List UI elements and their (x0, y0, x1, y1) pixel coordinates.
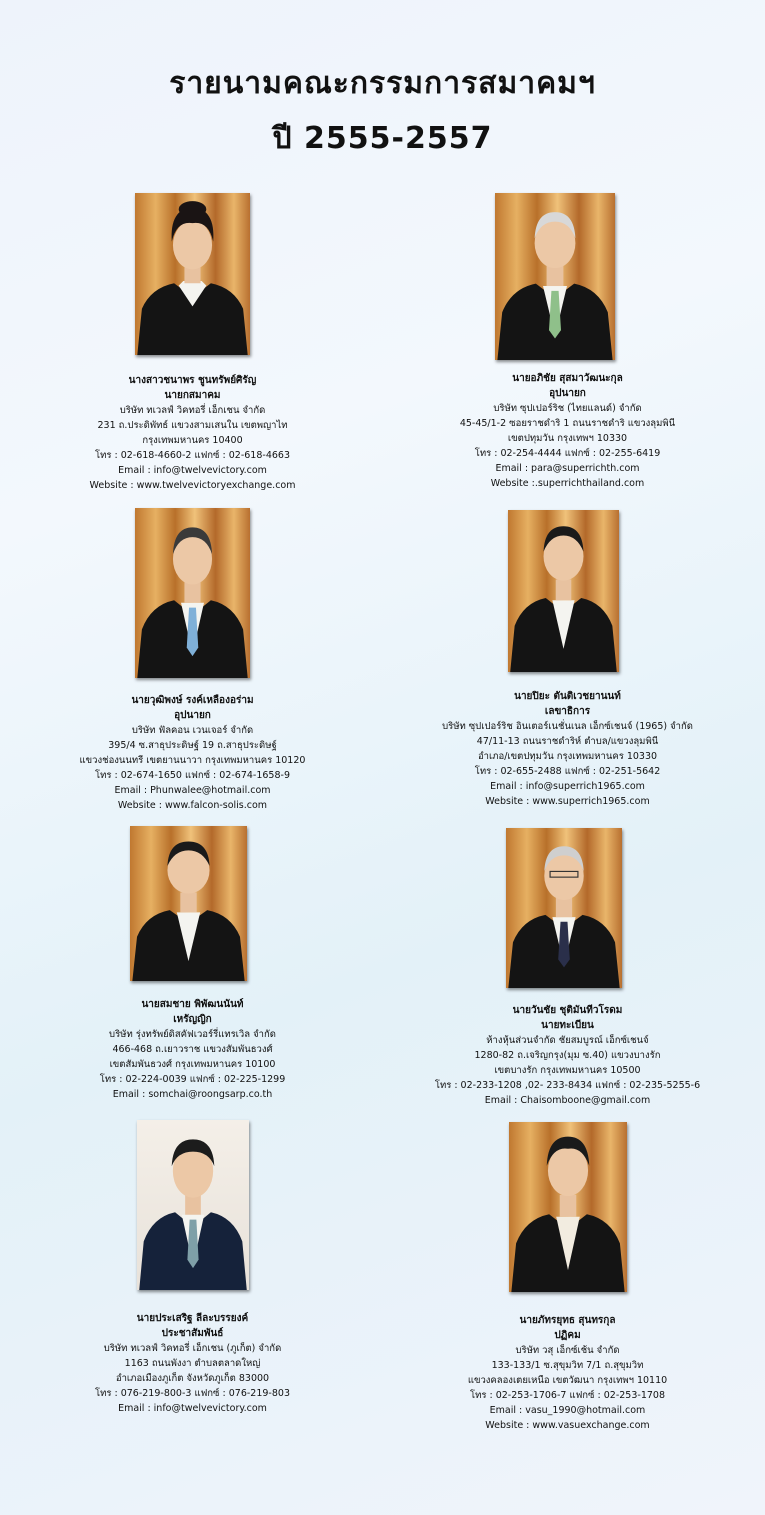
member-photo-1 (135, 193, 250, 355)
member-address-line2: เขตปทุมวัน กรุงเทพฯ 10330 (507, 433, 628, 444)
member-card-1 (30, 373, 355, 493)
member-company: บริษัท ทเวลฟ์ วิคทอรี่ เอ็กเชน จำกัด (119, 405, 266, 416)
member-name: นายสมชาย พิพัฒนนันท์ (141, 999, 244, 1010)
member-phone: โทร : 02-618-4660-2 แฟกซ์ : 02-618-4663 (95, 450, 290, 461)
member-company: ห้างหุ้นส่วนจำกัด ชัยสมบูรณ์ เอ็กซ์เชนจ์ (486, 1035, 649, 1046)
member-address-line1: 133-133/1 ซ.สุขุมวิท 7/1 ถ.สุขุมวิท (491, 1360, 644, 1371)
member-email: Email : Phunwalee@hotmail.com (114, 785, 271, 796)
member-card-6 (390, 1003, 745, 1108)
member-email: Email : info@twelvevictory.com (118, 1403, 267, 1414)
member-card-4 (395, 689, 740, 809)
member-role: เลขาธิการ (544, 706, 591, 717)
member-name: นายประเสริฐ ลีละบรรยงค์ (136, 1313, 249, 1324)
member-email: Email : somchai@roongsarp.co.th (112, 1089, 273, 1100)
member-phone: โทร : 02-674-1650 แฟกซ์ : 02-674-1658-9 (95, 770, 290, 781)
member-address-line1: 45-45/1-2 ซอยราชดำริ 1 ถนนราชดำริ แขวงลุมพินี (459, 418, 676, 429)
member-photo-8 (509, 1122, 627, 1292)
member-role: นายทะเบียน (541, 1020, 594, 1031)
member-address-line2: กรุงเทพมหานคร 10400 (142, 435, 243, 446)
page-title: รายนามคณะกรรมการสมาคมฯ (169, 66, 596, 101)
member-email: Email : para@superrichth.com (495, 463, 640, 474)
term-period: ปี 2555-2557 (272, 121, 493, 156)
member-role: ปฏิคม (554, 1330, 581, 1341)
member-company: บริษัท ทเวลฟ์ วิคทอรี่ เอ็กเชน (ภูเก็ต) จำกัด (103, 1343, 282, 1354)
member-phone: โทร : 02-254-4444 แฟกซ์ : 02-255-6419 (474, 448, 661, 459)
member-photo-4 (508, 510, 619, 672)
member-name: นายภัทรยุทธ สุนทรกุล (519, 1315, 616, 1326)
member-company: บริษัท รุ่งทรัพย์ดิสคัฟเวอร์รี่แทรเวิล จำกัด (109, 1029, 276, 1040)
member-address-line2: แขวงช่องนนทรี เขตยานนาวา กรุงเทพมหานคร 10120 (79, 755, 306, 766)
member-email: Email : info@superrich1965.com (490, 781, 645, 792)
member-role: ประชาสัมพันธ์ (161, 1328, 224, 1339)
member-company: บริษัท ซุปเปอร์ริช (ไทยแลนด์) จำกัด (493, 403, 642, 414)
member-email: Email : info@twelvevictory.com (118, 465, 267, 476)
member-name: นายอภิชัย สุสมาวัฒนะกุล (512, 373, 623, 384)
member-card-5 (20, 997, 365, 1102)
member-address-line2: อำเภอเมืองภูเก็ต จังหวัดภูเก็ต 83000 (115, 1373, 270, 1384)
member-photo-7 (137, 1120, 249, 1290)
member-company: บริษัท ฟัลคอน เวนเจอร์ จำกัด (131, 725, 254, 736)
member-phone: โทร : 02-253-1706-7 แฟกซ์ : 02-253-1708 (470, 1390, 665, 1401)
member-card-3 (20, 693, 365, 813)
member-address-line2: แขวงคลองเตยเหนือ เขตวัฒนา กรุงเทพฯ 10110 (467, 1375, 668, 1386)
member-address-line1: 231 ถ.ประดิพัทธ์ แขวงสามเสนใน เขตพญาไท (97, 420, 288, 431)
member-card-2 (390, 371, 745, 491)
member-email: Email : vasu_1990@hotmail.com (489, 1405, 646, 1416)
member-address-line1: 47/11-13 ถนนราชดำริห์ ตำบล/แขวงลุมพินี (476, 736, 659, 747)
member-role: นายกสมาคม (164, 390, 221, 401)
member-website: Website : www.superrich1965.com (485, 796, 650, 807)
member-address-line1: 466-468 ถ.เยาวราช แขวงสัมพันธวงศ์ (112, 1044, 273, 1055)
member-name: นายวันชัย ชุติมันทีวโรดม (512, 1005, 623, 1016)
member-name: นายวุฒิพงษ์ รงค์เหลืองอร่าม (131, 695, 254, 706)
member-photo-3 (135, 508, 250, 678)
member-phone: โทร : 02-655-2488 แฟกซ์ : 02-251-5642 (474, 766, 661, 777)
member-website: Website : www.twelvevictoryexchange.com (89, 480, 296, 491)
member-card-8 (395, 1313, 740, 1433)
member-phone: โทร : 02-233-1208 ,02- 233-8434 แฟกซ์ : 02-235-5255-6 (434, 1080, 701, 1091)
member-role: อุปนายก (549, 388, 586, 399)
member-website: Website : www.falcon-solis.com (117, 800, 268, 811)
member-photo-6 (506, 828, 622, 988)
member-address-line2: เขตสัมพันธวงศ์ กรุงเทพมหานคร 10100 (109, 1059, 276, 1070)
member-address-line1: 395/4 ซ.สาธุประดิษฐ์ 19 ถ.สาธุประดิษฐ์ (108, 740, 277, 751)
member-website: Website :.superrichthailand.com (490, 478, 645, 489)
member-phone: โทร : 02-224-0039 แฟกซ์ : 02-225-1299 (99, 1074, 286, 1085)
member-role: อุปนายก (174, 710, 211, 721)
member-role: เหรัญญิก (173, 1014, 212, 1025)
member-company: บริษัท ซุปเปอร์ริช อินเตอร์เนชั่นเนล เอ็กซ์เชนจ์ (1965) จำกัด (442, 721, 693, 732)
member-company: บริษัท วสุ เอ็กซ์เช้น จำกัด (515, 1345, 620, 1356)
member-photo-5 (130, 826, 247, 981)
member-card-7 (20, 1311, 365, 1416)
member-phone: โทร : 076-219-800-3 แฟกซ์ : 076-219-803 (95, 1388, 290, 1399)
member-name: นางสาวชนาพร ชูนทรัพย์ศิรัญ (128, 375, 257, 386)
member-address-line2: เขตบางรัก กรุงเทพมหานคร 10500 (494, 1065, 641, 1076)
member-photo-2 (495, 193, 615, 360)
member-website: Website : www.vasuexchange.com (485, 1420, 650, 1431)
member-address-line1: 1280-82 ถ.เจริญกรุง(มุม ซ.40) แขวงบางรัก (474, 1050, 661, 1061)
member-address-line1: 1163 ถนนพังงา ตำบลตลาดใหญ่ (124, 1358, 261, 1369)
member-name: นายปิยะ ตันติเวชยานนท์ (514, 691, 621, 702)
member-address-line2: อำเภอ/เขตปทุมวัน กรุงเทพมหานคร 10330 (477, 751, 658, 762)
member-email: Email : Chaisomboone@gmail.com (484, 1095, 651, 1106)
